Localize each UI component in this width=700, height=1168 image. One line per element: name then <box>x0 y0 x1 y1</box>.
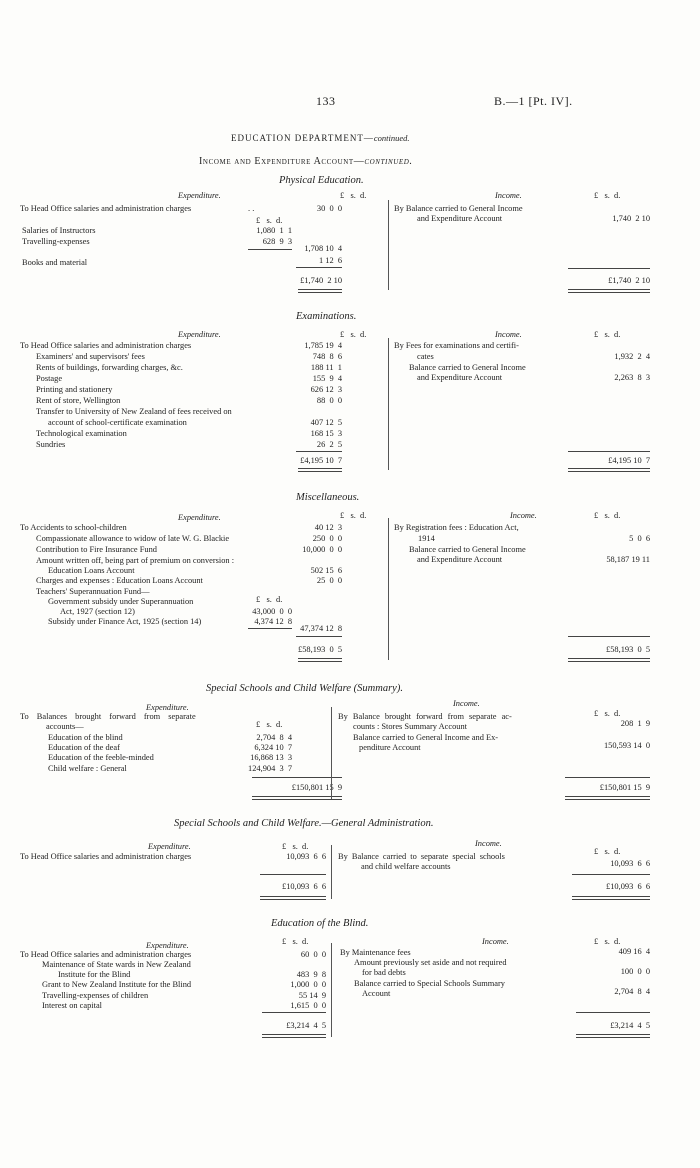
lsd-heading: £ s. d. <box>594 511 621 520</box>
section-title-special: Special Schools and Child Welfare (Summary). <box>206 683 403 694</box>
expenditure-line: Travelling-expenses of children <box>42 991 149 1000</box>
income-line: Account <box>362 989 391 998</box>
expenditure-line: To Head Office salaries and administration charges <box>20 852 192 861</box>
document-reference: B.—1 [Pt. IV]. <box>494 94 573 108</box>
expenditure-line: To Head Office salaries and administration charges <box>20 341 192 350</box>
amount: 188 11 1 <box>310 363 342 372</box>
expenditure-line: Education of the deaf <box>48 743 120 752</box>
lsd-heading: £ s. d. <box>282 842 309 851</box>
expenditure-line: Sundries <box>36 440 66 449</box>
expenditure-line: Rents of buildings, forwarding charges, &c. <box>36 363 183 372</box>
lsd-heading: £ s. d. <box>282 937 309 946</box>
expenditure-line: Institute for the Blind <box>58 970 131 979</box>
amount: 1,080 1 1 <box>256 226 292 235</box>
amount: 100 0 0 <box>620 967 650 976</box>
amount: 1,785 19 4 <box>304 341 342 350</box>
amount: 10,093 6 6 <box>610 859 650 868</box>
expenditure-line: accounts— <box>46 722 84 731</box>
amount: 25 0 0 <box>316 576 342 585</box>
income-line: By Maintenance fees <box>340 948 411 957</box>
amount: 4,374 12 8 <box>254 617 292 626</box>
expenditure-line: Contribution to Fire Insurance Fund <box>36 545 157 554</box>
amount: 1,000 0 0 <box>290 980 326 989</box>
income-line: Balance carried to General Income <box>409 363 526 372</box>
amount: 628 9 3 <box>262 237 292 246</box>
section-title-misc: Miscellaneous. <box>296 492 360 503</box>
total: £10,093 6 6 <box>282 882 326 891</box>
income-line: and Expenditure Account <box>417 373 503 382</box>
section-title-exams: Examinations. <box>296 311 357 322</box>
lsd-heading: £ s. d. <box>340 330 367 339</box>
total: £4,195 10 7 <box>300 456 342 465</box>
expenditure-line: Education Loans Account <box>48 566 135 575</box>
total: £58,193 0 5 <box>298 645 342 654</box>
income-line: By Fees for examinations and certifi- <box>394 341 519 350</box>
income-heading: Income. <box>453 699 480 708</box>
expenditure-line: Salaries of Instructors <box>22 226 96 235</box>
income-line: counts : Stores Summary Account <box>353 722 467 731</box>
amount: 124,904 3 7 <box>248 764 292 773</box>
income-line: Balance carried to General Income <box>409 545 526 554</box>
amount: 1 12 6 <box>318 256 342 265</box>
expenditure-line: Education of the feeble-minded <box>48 753 154 762</box>
amount: 10,000 0 0 <box>302 545 342 554</box>
income-line: By Balance brought forward from separate ac- <box>338 712 512 721</box>
lsd-heading: £ s. d. <box>256 216 283 225</box>
total: £10,093 6 6 <box>606 882 650 891</box>
amount: 1,740 2 10 <box>612 214 650 223</box>
amount: 55 14 9 <box>298 991 326 1000</box>
lsd-heading: £ s. d. <box>256 595 283 604</box>
income-heading: Income. <box>495 330 522 339</box>
amount: 208 1 9 <box>620 719 650 728</box>
expenditure-line: Child welfare : General <box>48 764 127 773</box>
amount: 47,374 12 8 <box>300 624 342 633</box>
income-line: By Balance carried to General Income <box>394 204 523 213</box>
income-line: Amount previously set aside and not required <box>354 958 507 967</box>
expenditure-line: To Accidents to school-children <box>20 523 127 532</box>
page-number: 133 <box>316 94 336 108</box>
total: £1,740 2 10 <box>608 276 650 285</box>
expenditure-heading: Expenditure. <box>178 330 221 339</box>
account-title: Income and Expenditure Account—continued. <box>199 156 413 167</box>
section-title-physical: Physical Education. <box>279 175 364 186</box>
amount: 6,324 10 7 <box>254 743 292 752</box>
total: £3,214 4 5 <box>610 1021 650 1030</box>
lsd-heading: £ s. d. <box>340 191 367 200</box>
total: £3,214 4 5 <box>286 1021 326 1030</box>
lsd-heading: £ s. d. <box>340 511 367 520</box>
income-heading: Income. <box>482 937 509 946</box>
income-heading: Income. <box>510 511 537 520</box>
income-line: 1914 <box>418 534 435 543</box>
amount: 60 0 0 <box>300 950 326 959</box>
expenditure-line: Maintenance of State wards in New Zealand <box>42 960 191 969</box>
amount: 409 16 4 <box>618 947 650 956</box>
expenditure-line: Postage <box>36 374 63 383</box>
amount: 748 8 6 <box>312 352 342 361</box>
expenditure-line: Act, 1927 (section 12) <box>60 607 135 616</box>
lsd-heading: £ s. d. <box>594 847 621 856</box>
section-title-blind: Education of the Blind. <box>271 918 369 929</box>
expenditure-line: Travelling-expenses <box>22 237 90 246</box>
expenditure-line: Technological examination <box>36 429 127 438</box>
expenditure-line: Government subsidy under Superannuation <box>48 597 194 606</box>
amount: 483 9 8 <box>296 970 326 979</box>
expenditure-line: Teachers' Superannuation Fund— <box>36 587 150 596</box>
expenditure-heading: Expenditure. <box>146 703 189 712</box>
expenditure-line: account of school-certificate examination <box>48 418 187 427</box>
amount: 30 0 0 <box>316 204 342 213</box>
amount: 58,187 19 11 <box>606 555 650 564</box>
amount: 250 0 0 <box>312 534 342 543</box>
income-line: cates <box>417 352 434 361</box>
income-heading: Income. <box>475 839 502 848</box>
expenditure-line: Printing and stationery <box>36 385 113 394</box>
income-line: penditure Account <box>359 743 421 752</box>
expenditure-heading: Expenditure. <box>148 842 191 851</box>
expenditure-line: Books and material <box>22 258 88 267</box>
amount: 1,932 2 4 <box>614 352 650 361</box>
income-line: and child welfare accounts <box>361 862 451 871</box>
expenditure-line: Examiners' and supervisors' fees <box>36 352 145 361</box>
amount: 626 12 3 <box>310 385 342 394</box>
amount: 88 0 0 <box>316 396 342 405</box>
expenditure-heading: Expenditure. <box>178 513 221 522</box>
amount: 1,708 10 4 <box>304 244 342 253</box>
expenditure-line: To Balances brought forward from separate <box>20 712 196 721</box>
lsd-heading: £ s. d. <box>594 191 621 200</box>
amount: 168 15 3 <box>310 429 342 438</box>
amount: 10,093 6 6 <box>286 852 326 861</box>
income-line: Balance carried to General Income and Ex- <box>353 733 499 742</box>
income-line: and Expenditure Account <box>417 555 503 564</box>
expenditure-line: To Head Office salaries and administration charges <box>20 950 192 959</box>
lsd-heading: £ s. d. <box>594 709 621 718</box>
income-line: By Registration fees : Education Act, <box>394 523 519 532</box>
amount: 1,615 0 0 <box>290 1001 326 1010</box>
income-heading: Income. <box>495 191 522 200</box>
section-title-general: Special Schools and Child Welfare.—General Administration. <box>174 818 434 829</box>
lsd-heading: £ s. d. <box>594 330 621 339</box>
total: £4,195 10 7 <box>608 456 650 465</box>
amount: 43,000 0 0 <box>252 607 292 616</box>
amount: 2,704 8 4 <box>256 733 292 742</box>
income-line: for bad debts <box>362 968 406 977</box>
expenditure-line: Subsidy under Finance Act, 1925 (section 14) <box>48 617 202 626</box>
amount: 16,868 13 3 <box>250 753 292 762</box>
expenditure-line: Rent of store, Wellington <box>36 396 121 405</box>
total: £150,801 15 9 <box>291 783 342 792</box>
amount: 155 9 4 <box>312 374 342 383</box>
amount: 2,263 8 3 <box>614 373 650 382</box>
total: £1,740 2 10 <box>300 276 342 285</box>
amount: 5 0 6 <box>629 534 650 543</box>
amount: 2,704 8 4 <box>614 987 650 996</box>
expenditure-heading: Expenditure. <box>146 941 189 950</box>
page-title: EDUCATION DEPARTMENT—continued. <box>231 133 410 143</box>
income-line: By Balance carried to separate special schools <box>338 852 505 861</box>
amount: 26 2 5 <box>316 440 342 449</box>
amount: 40 12 3 <box>314 523 342 532</box>
expenditure-line: Grant to New Zealand Institute for the Blind <box>42 980 192 989</box>
income-line: and Expenditure Account <box>417 214 503 223</box>
total: £150,801 15 9 <box>599 783 650 792</box>
amount: 502 15 6 <box>310 566 342 575</box>
expenditure-line: Education of the blind <box>48 733 123 742</box>
amount: 150,593 14 0 <box>603 741 650 750</box>
total: £58,193 0 5 <box>606 645 650 654</box>
lsd-heading: £ s. d. <box>256 720 283 729</box>
expenditure-line: Amount written off, being part of premium on conversion : <box>36 556 235 565</box>
lsd-heading: £ s. d. <box>594 937 621 946</box>
income-line: Balance carried to Special Schools Summary <box>354 979 505 988</box>
expenditure-heading: Expenditure. <box>178 191 221 200</box>
amount: 407 12 5 <box>310 418 342 427</box>
expenditure-line: To Head Office salaries and administration charges <box>20 204 192 213</box>
expenditure-line: Transfer to University of New Zealand of fees received on <box>36 407 232 416</box>
expenditure-line: Interest on capital <box>42 1001 102 1010</box>
expenditure-line: Charges and expenses : Education Loans Account <box>36 576 203 585</box>
expenditure-line: Compassionate allowance to widow of late W. G. Blackie <box>36 534 230 543</box>
